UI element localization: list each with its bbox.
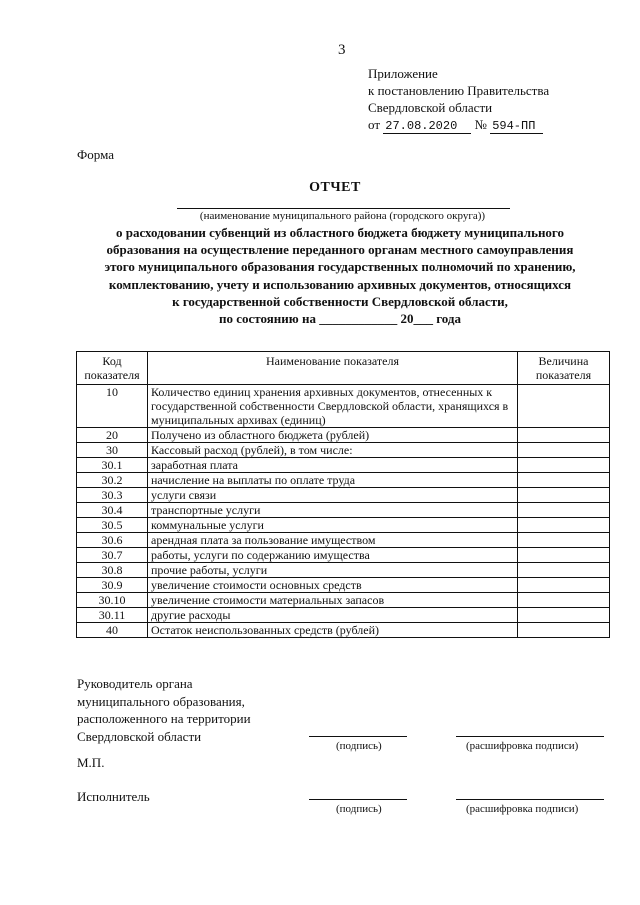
decree-date: 27.08.2020 bbox=[383, 119, 471, 134]
row-name: арендная плата за пользование имуществом bbox=[148, 533, 518, 548]
decree-number: 594-ПП bbox=[490, 119, 543, 134]
row-value[interactable] bbox=[518, 578, 610, 593]
row-value[interactable] bbox=[518, 503, 610, 518]
row-value[interactable] bbox=[518, 473, 610, 488]
executor-label: Исполнитель bbox=[77, 789, 150, 804]
row-value[interactable] bbox=[518, 488, 610, 503]
subtitle-line: по состоянию на ____________ 20___ года bbox=[219, 311, 461, 327]
row-value[interactable] bbox=[518, 563, 610, 578]
row-code: 30.9 bbox=[77, 578, 148, 593]
header-code bbox=[77, 352, 148, 385]
from-prefix: от bbox=[368, 117, 381, 132]
page-number: 3 bbox=[338, 42, 346, 58]
signature-line[interactable] bbox=[309, 736, 407, 737]
header-value-line: Величина bbox=[538, 354, 589, 368]
table-row bbox=[77, 623, 610, 638]
row-name: заработная плата bbox=[148, 458, 518, 473]
head-line: муниципального образования, bbox=[77, 693, 245, 709]
row-name: Количество единиц хранения архивных документов, отнесенных к государственной собственности Свердловской области, хранящихся в муниципальных архивах (единиц) bbox=[148, 385, 518, 428]
table-row bbox=[77, 488, 610, 503]
row-value[interactable] bbox=[518, 428, 610, 443]
signature-decoding-line[interactable] bbox=[456, 736, 604, 737]
table-row bbox=[77, 473, 610, 488]
signature-caption: (подпись) bbox=[336, 740, 382, 752]
row-code: 40 bbox=[77, 623, 148, 638]
row-value[interactable] bbox=[518, 593, 610, 608]
header-name: Наименование показателя bbox=[148, 352, 518, 385]
header-value bbox=[518, 352, 610, 385]
report-subtitle bbox=[60, 224, 620, 327]
row-code: 30.11 bbox=[77, 608, 148, 623]
table-row bbox=[77, 458, 610, 473]
table-row bbox=[77, 608, 610, 623]
row-code: 30.5 bbox=[77, 518, 148, 533]
row-value[interactable] bbox=[518, 548, 610, 563]
row-name: работы, услуги по содержанию имущества bbox=[148, 548, 518, 563]
table-row bbox=[77, 503, 610, 518]
subtitle-line: образования на осуществление переданного органам местного самоуправления bbox=[106, 242, 574, 258]
row-code: 30.4 bbox=[77, 503, 148, 518]
table-row bbox=[77, 593, 610, 608]
row-code: 30.7 bbox=[77, 548, 148, 563]
table-row bbox=[77, 563, 610, 578]
signature-decoding-caption: (расшифровка подписи) bbox=[466, 740, 579, 752]
row-name: увеличение стоимости материальных запасов bbox=[148, 593, 518, 608]
row-name: коммунальные услуги bbox=[148, 518, 518, 533]
table-row bbox=[77, 443, 610, 458]
row-name: прочие работы, услуги bbox=[148, 563, 518, 578]
header-code-line: Код bbox=[102, 354, 122, 368]
signature-caption: (подпись) bbox=[336, 803, 382, 815]
row-name: увеличение стоимости основных средств bbox=[148, 578, 518, 593]
row-value[interactable] bbox=[518, 458, 610, 473]
appendix-date-line bbox=[368, 116, 549, 135]
table-row bbox=[77, 428, 610, 443]
row-name: транспортные услуги bbox=[148, 503, 518, 518]
row-name: услуги связи bbox=[148, 488, 518, 503]
number-prefix: № bbox=[474, 117, 487, 132]
row-value[interactable] bbox=[518, 608, 610, 623]
appendix-block bbox=[368, 65, 549, 135]
signature-decoding-caption: (расшифровка подписи) bbox=[466, 803, 579, 815]
table-row bbox=[77, 385, 610, 428]
appendix-line: Свердловской области bbox=[368, 100, 493, 115]
subtitle-line: к государственной собственности Свердловской области, bbox=[172, 293, 508, 309]
head-line: расположенного на территории bbox=[77, 711, 251, 726]
row-code: 30.10 bbox=[77, 593, 148, 608]
row-code: 30.1 bbox=[77, 458, 148, 473]
row-name: Получено из областного бюджета (рублей) bbox=[148, 428, 518, 443]
signature-line[interactable] bbox=[309, 799, 407, 800]
row-name: Кассовый расход (рублей), в том числе: bbox=[148, 443, 518, 458]
row-name: другие расходы bbox=[148, 608, 518, 623]
table-row bbox=[77, 578, 610, 593]
subtitle-line: этого муниципального образования государственных полномочий по хранению, bbox=[104, 259, 576, 275]
row-value[interactable] bbox=[518, 533, 610, 548]
row-code: 20 bbox=[77, 428, 148, 443]
table-header-row bbox=[77, 352, 610, 385]
table-row bbox=[77, 533, 610, 548]
row-value[interactable] bbox=[518, 443, 610, 458]
fill-in-line bbox=[177, 208, 510, 209]
subtitle-line: комплектованию, учету и использованию архивных документов, относящихся bbox=[108, 276, 572, 292]
row-code: 30 bbox=[77, 443, 148, 458]
row-name: начисление на выплаты по оплате труда bbox=[148, 473, 518, 488]
appendix-line: к постановлению Правительства bbox=[368, 83, 550, 98]
head-signatory-block bbox=[77, 675, 251, 745]
row-code: 30.6 bbox=[77, 533, 148, 548]
header-code-line: показателя bbox=[84, 368, 140, 382]
row-name: Остаток неиспользованных средств (рублей) bbox=[148, 623, 518, 638]
header-value-line: показателя bbox=[535, 368, 592, 382]
table-row bbox=[77, 518, 610, 533]
page-title: ОТЧЕТ bbox=[309, 180, 361, 195]
row-code: 10 bbox=[77, 385, 148, 428]
head-line: Руководитель органа bbox=[77, 676, 193, 691]
fill-in-caption: (наименование муниципального района (городского округа)) bbox=[199, 210, 486, 222]
head-line: Свердловской области bbox=[77, 728, 202, 744]
appendix-line: Приложение bbox=[368, 66, 438, 81]
signature-decoding-line[interactable] bbox=[456, 799, 604, 800]
stamp-label: М.П. bbox=[77, 755, 105, 770]
form-label: Форма bbox=[77, 147, 114, 162]
row-value[interactable] bbox=[518, 385, 610, 428]
subtitle-line: о расходовании субвенций из областного бюджета бюджету муниципального bbox=[115, 225, 565, 240]
row-code: 30.3 bbox=[77, 488, 148, 503]
row-value[interactable] bbox=[518, 623, 610, 638]
row-code: 30.2 bbox=[77, 473, 148, 488]
row-code: 30.8 bbox=[77, 563, 148, 578]
row-value[interactable] bbox=[518, 518, 610, 533]
table-row bbox=[77, 548, 610, 563]
indicators-table bbox=[76, 351, 610, 638]
